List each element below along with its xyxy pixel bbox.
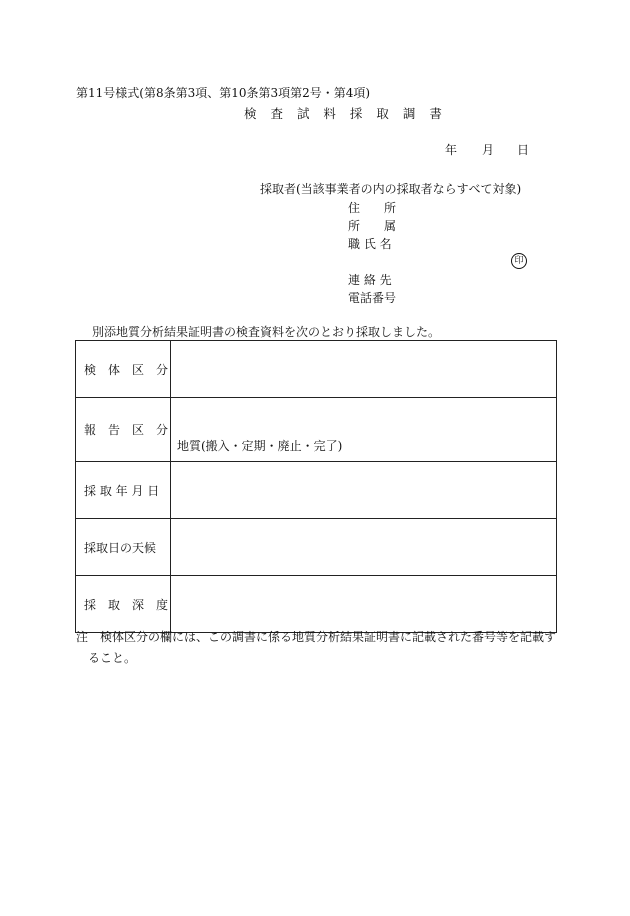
table-row — [76, 576, 557, 633]
note-line-2: ること。 — [88, 651, 137, 665]
intro-text: 別添地質分析結果証明書の検査資料を次のとおり採取しました。 — [92, 325, 441, 339]
row-value-collection-depth[interactable] — [171, 576, 557, 633]
note-line-1: 注 検体区分の欄には、この調書に係る地質分析結果証明書に記載された番号等を記載す — [76, 630, 557, 644]
table-row — [76, 519, 557, 576]
date-day: 日 — [517, 143, 530, 157]
sample-table — [75, 340, 557, 633]
contact-label: 連 絡 先 — [348, 273, 392, 287]
affiliation-label: 所 属 — [348, 219, 397, 233]
collector-heading: 採取者(当該事業者の内の採取者ならすべて対象) — [260, 182, 522, 196]
name-label: 職 氏 名 — [348, 237, 392, 251]
row-value-collection-weather[interactable] — [171, 519, 557, 576]
table-row — [76, 398, 557, 462]
date-month: 月 — [482, 143, 495, 157]
table-row — [76, 341, 557, 398]
form-number: 第11号様式(第8条第3項、第10条第3項第2号・第4項) — [76, 86, 371, 100]
document-title: 検 査 試 料 採 取 調 書 — [244, 106, 447, 121]
row-label-collection-depth: 採 取 深 度 — [76, 576, 171, 633]
row-label-specimen-category: 検 体 区 分 — [76, 341, 171, 398]
address-label: 住 所 — [348, 201, 397, 215]
date-year: 年 — [445, 143, 458, 157]
row-value-specimen-category[interactable] — [171, 341, 557, 398]
table-row — [76, 462, 557, 519]
phone-label: 電話番号 — [348, 291, 397, 305]
row-label-report-category: 報 告 区 分 — [76, 398, 171, 462]
seal-icon: 印 — [511, 253, 527, 269]
row-value-report-category[interactable]: 地質(搬入・定期・廃止・完了) — [171, 398, 557, 462]
row-label-collection-weather: 採取日の天候 — [76, 519, 171, 576]
row-value-collection-date[interactable] — [171, 462, 557, 519]
row-label-collection-date: 採 取 年 月 日 — [76, 462, 171, 519]
